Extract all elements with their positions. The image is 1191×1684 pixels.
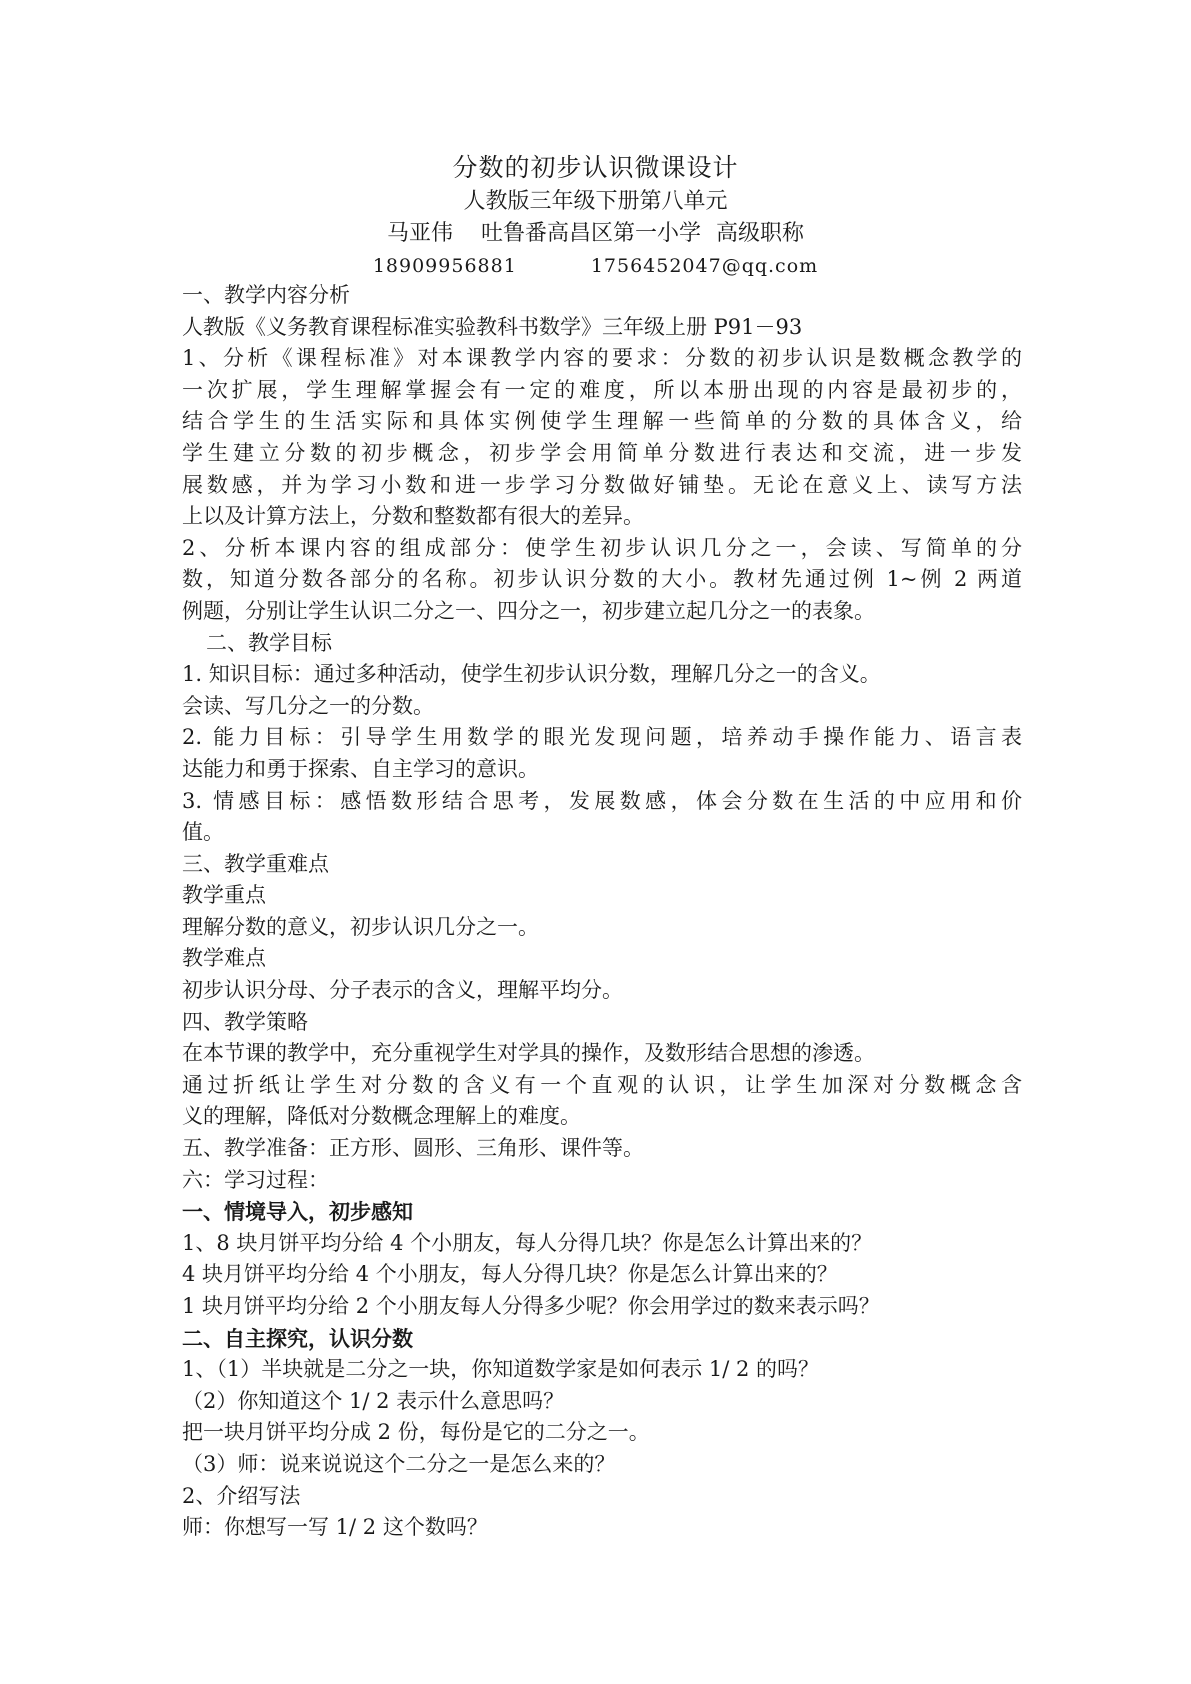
- body-line: 会读、写几分之一的分数。: [182, 693, 434, 718]
- author-line: [0, 218, 1191, 250]
- document-subtitle: 人教版三年级下册第八单元: [463, 189, 728, 214]
- bold-heading-intro: 一、情境导入，初步感知: [182, 1199, 413, 1225]
- subheading-key-point: 教学重点: [182, 883, 266, 908]
- body-line: 值。: [182, 820, 224, 845]
- section-heading-goals: 二、教学目标: [206, 630, 332, 655]
- body-line: 1、（1）半块就是二分之一块，你知道数学家是如何表示 1/ 2 的吗？: [182, 1357, 820, 1382]
- section-heading-strategy: 四、教学策略: [182, 1009, 308, 1034]
- body-line: 1、分析《课程标准》对本课教学内容的要求：分数的初步认识是数概念教学的: [182, 346, 1022, 371]
- body-line: 人教版《义务教育课程标准实验教科书数学》三年级上册 P91－93: [182, 314, 803, 339]
- contact-line: [0, 250, 1191, 282]
- author-name: 马亚伟: [386, 221, 453, 246]
- document-title: 分数的初步认识微课设计: [452, 153, 739, 182]
- body-line: 理解分数的意义，初步认识几分之一。: [182, 914, 539, 939]
- document-body: [182, 280, 1022, 1544]
- section-heading-content-analysis: 一、教学内容分析: [182, 283, 350, 307]
- body-line: （3）师：说来说说这个二分之一是怎么来的？: [182, 1451, 616, 1476]
- body-line: 3. 情感目标：感悟数形结合思考，发展数感，体会分数在生活的中应用和价: [182, 788, 1022, 813]
- author-rank: 高级职称: [716, 221, 805, 246]
- body-line: 数，知道分数各部分的名称。初步认识分数的大小。教材先通过例 1~例 2 两道: [182, 567, 1022, 592]
- body-line: 2. 能力目标：引导学生用数学的眼光发现问题，培养动手操作能力、语言表: [182, 725, 1022, 750]
- body-line: 把一块月饼平均分成 2 份，每份是它的二分之一。: [182, 1420, 650, 1445]
- body-line: 师：你想写一写 1/ 2 这个数吗？: [182, 1515, 488, 1540]
- body-line: 通过折纸让学生对分数的含义有一个直观的认识，让学生加深对分数概念含: [182, 1072, 1022, 1097]
- author-email: 1756452047@qq.com: [590, 255, 819, 277]
- body-line: 学生建立分数的初步概念，初步学会用简单分数进行表达和交流，进一步发: [182, 440, 1022, 465]
- body-line: 例题，分别让学生认识二分之一、四分之一，初步建立起几分之一的表象。: [182, 598, 875, 623]
- bold-heading-explore: 二、自主探究，认识分数: [182, 1325, 413, 1351]
- body-line: （2）你知道这个 1/ 2 表示什么意思吗？: [182, 1388, 565, 1413]
- body-line: 2、介绍写法: [182, 1483, 301, 1508]
- section-heading-key-points: 三、教学重难点: [182, 851, 329, 876]
- body-line: 一次扩展，学生理解掌握会有一定的难度，所以本册出现的内容是最初步的，: [182, 377, 1022, 402]
- body-line: 1 块月饼平均分给 2 个小朋友每人分得多少呢？你会用学过的数来表示吗？: [182, 1294, 880, 1318]
- body-line: 1. 知识目标：通过多种活动，使学生初步认识分数，理解几分之一的含义。: [182, 662, 881, 687]
- body-line: 4 块月饼平均分给 4 个小朋友，每人分得几块？你是怎么计算出来的？: [182, 1262, 838, 1287]
- body-line: 上以及计算方法上，分数和整数都有很大的差异。: [182, 504, 644, 529]
- body-line: 义的理解，降低对分数概念理解上的难度。: [182, 1104, 581, 1129]
- author-phone: 18909956881: [372, 255, 517, 277]
- section-heading-preparation: 五、教学准备：正方形、圆形、三角形、课件等。: [182, 1136, 644, 1161]
- body-line: 2、分析本课内容的组成部分：使学生初步认识几分之一，会读、写简单的分: [182, 535, 1022, 560]
- body-line: 达能力和勇于探索、自主学习的意识。: [182, 756, 539, 781]
- subheading-difficulty: 教学难点: [182, 946, 266, 971]
- body-line: 展数感，并为学习小数和进一步学习分数做好铺垫。无论在意义上、读写方法: [182, 472, 1022, 497]
- section-heading-process: 六：学习过程：: [182, 1167, 329, 1192]
- body-line: 初步认识分母、分子表示的含义，理解平均分。: [182, 978, 623, 1003]
- body-line: 1、8 块月饼平均分给 4 个小朋友，每人分得几块？你是怎么计算出来的？: [182, 1230, 873, 1255]
- document-header: [0, 150, 1191, 282]
- body-line: 结合学生的生活实际和具体实例使学生理解一些简单的分数的具体含义，给: [182, 409, 1022, 434]
- body-line: 在本节课的教学中，充分重视学生对学具的操作，及数形结合思想的渗透。: [182, 1041, 875, 1066]
- author-school: 吐鲁番高昌区第一小学: [480, 221, 701, 246]
